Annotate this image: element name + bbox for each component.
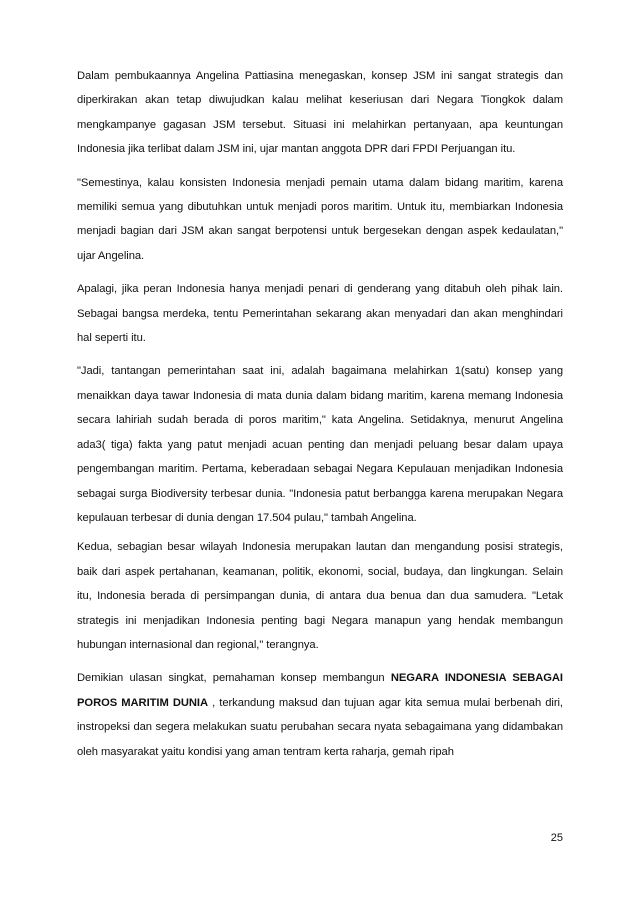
body-text — [77, 64, 563, 773]
page-number: 25 — [550, 832, 563, 844]
closing-text-after: , terkandung maksud dan tujuan agar kita semua mulai berbenah diri, instropeksi dan segera melakukan suatu perubahan secara nyata sebagaimana yang didambakan oleh masyarakat yaitu kondisi yang aman tentram kerta raharja, gemah ripah — [77, 696, 563, 758]
paragraph-5: Kedua, sebagian besar wilayah Indonesia merupakan lautan dan mengandung posisi strategis, baik dari aspek pertahanan, keamanan, politik, ekonomi, social, budaya, dan lingkungan. Selain itu, Indonesia berada di persimpangan dunia, di antara dua benua dan dua samudera. "Letak strategis ini menjadikan Indonesia penting bagi Negara manapun yang hendak membangun hubungan internasional dan regional," terangnya. — [77, 541, 563, 651]
paragraph-2: "Semestinya, kalau konsisten Indonesia menjadi pemain utama dalam bidang maritim, karena memiliki semua yang dibutuhkan untuk menjadi poros maritim. Untuk itu, membiarkan Indonesia menjadi bagian dari JSM akan sangat berpotensi untuk bergesekan dengan aspek kedaulatan," ujar Angelina. — [77, 176, 563, 262]
closing-text-before: Demikian ulasan singkat, pemahaman konsep membangun — [77, 672, 391, 685]
paragraph-3: Apalagi, jika peran Indonesia hanya menjadi penari di genderang yang ditabuh oleh pihak lain. Sebagai bangsa merdeka, tentu Pemerintahan sekarang akan menyadari dan akan menghindari hal seperti itu. — [77, 283, 563, 345]
paragraph-1: Dalam pembukaannya Angelina Pattiasina menegaskan, konsep JSM ini sangat strategis dan diperkirakan akan tetap diwujudkan kalau melihat keseriusan dari Negara Tiongkok dalam mengkampanye gagasan JSM tersebut. Situasi ini melahirkan pertanyaan, apa keuntungan Indonesia jika terlibat dalam JSM ini, ujar mantan anggota DPR dari FPDI Perjuangan itu. — [77, 70, 563, 156]
paragraph-4: "Jadi, tantangan pemerintahan saat ini, adalah bagaimana melahirkan 1(satu) konsep yang menaikkan daya tawar Indonesia di mata dunia dalam bidang maritim, karena memang Indonesia secara lahiriah sudah berada di poros maritim," kata Angelina. Setidaknya, menurut Angelina ada3( tiga) fakta yang patut menjadi acuan penting dan menjadi peluang besar dalam upaya pengembangan maritim. Pertama, keberadaan sebagai Negara Kepulauan menjadikan Indonesia sebagai surga Biodiversity terbesar dunia. "Indonesia patut berbangga karena merupakan Negara kepulauan terbesar di dunia dengan 17.504 pulau," tambah Angelina. — [77, 365, 563, 524]
paragraph-closing — [77, 666, 563, 764]
closing-emphasis: NEGARA INDONESIA SEBAGAI POROS MARITIM DUNIA — [77, 672, 563, 709]
